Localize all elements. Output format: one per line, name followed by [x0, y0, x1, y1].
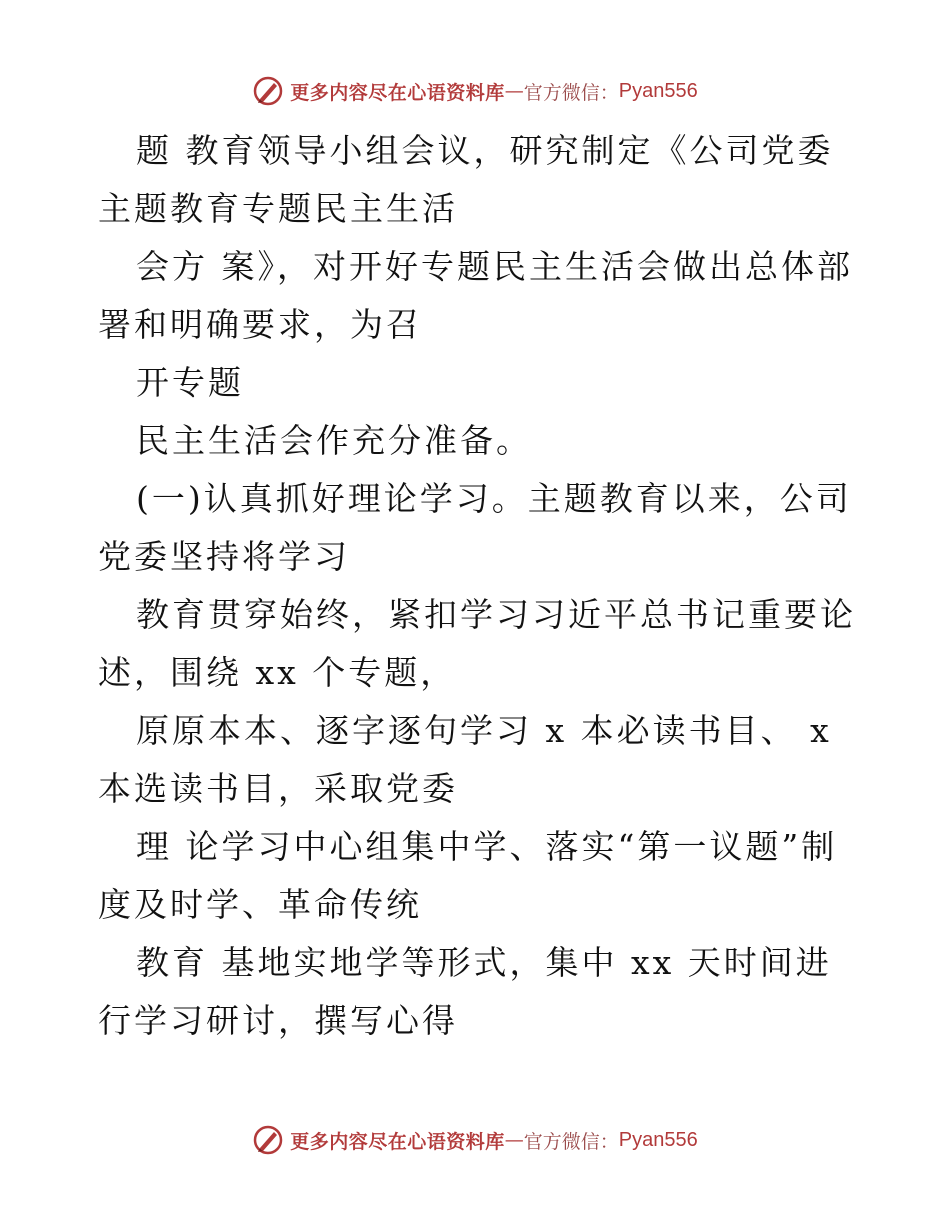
pen-logo-icon	[252, 75, 284, 107]
watermark-handle: Pyan556	[618, 79, 698, 102]
paragraph: 开专题	[136, 363, 244, 402]
paragraph: 原原本本、逐字逐句学习 x 本必读书目、 x 本选读书目，采取党委	[98, 711, 832, 808]
watermark-separator: —	[504, 80, 524, 102]
watermark-handle: Pyan556	[618, 1128, 698, 1151]
footer-watermark	[0, 1122, 950, 1158]
paragraph: 题 教育领导小组会议，研究制定《公司党委主题教育专题民主生活	[98, 131, 834, 228]
paragraph: 会方 案》，对开好专题民主生活会做出总体部署和明确要求，为召	[98, 247, 853, 344]
pen-logo-icon	[252, 1124, 284, 1156]
watermark-text: 更多内容尽在心语资料库	[290, 1130, 505, 1153]
header-watermark	[0, 73, 950, 109]
paragraph: 教育 基地实地学等形式，集中 xx 天时间进行学习研讨，撰写心得	[98, 943, 832, 1040]
paragraph: 教育贯穿始终，紧扣学习习近平总书记重要论述，围绕 xx 个专题，	[98, 595, 856, 692]
paragraph: 理 论学习中心组集中学、落实“第一议题”制度及时学、革命传统	[98, 827, 838, 924]
document-body	[98, 122, 858, 1050]
watermark-contact-label: 官方微信：	[523, 1130, 619, 1153]
watermark-text: 更多内容尽在心语资料库	[290, 81, 505, 104]
watermark-separator: —	[504, 1129, 524, 1151]
watermark-contact-label: 官方微信：	[523, 81, 619, 104]
paragraph: 民主生活会作充分准备。	[136, 421, 532, 460]
paragraph: (一)认真抓好理论学习。主题教育以来，公司党委坚持将学习	[98, 479, 852, 576]
